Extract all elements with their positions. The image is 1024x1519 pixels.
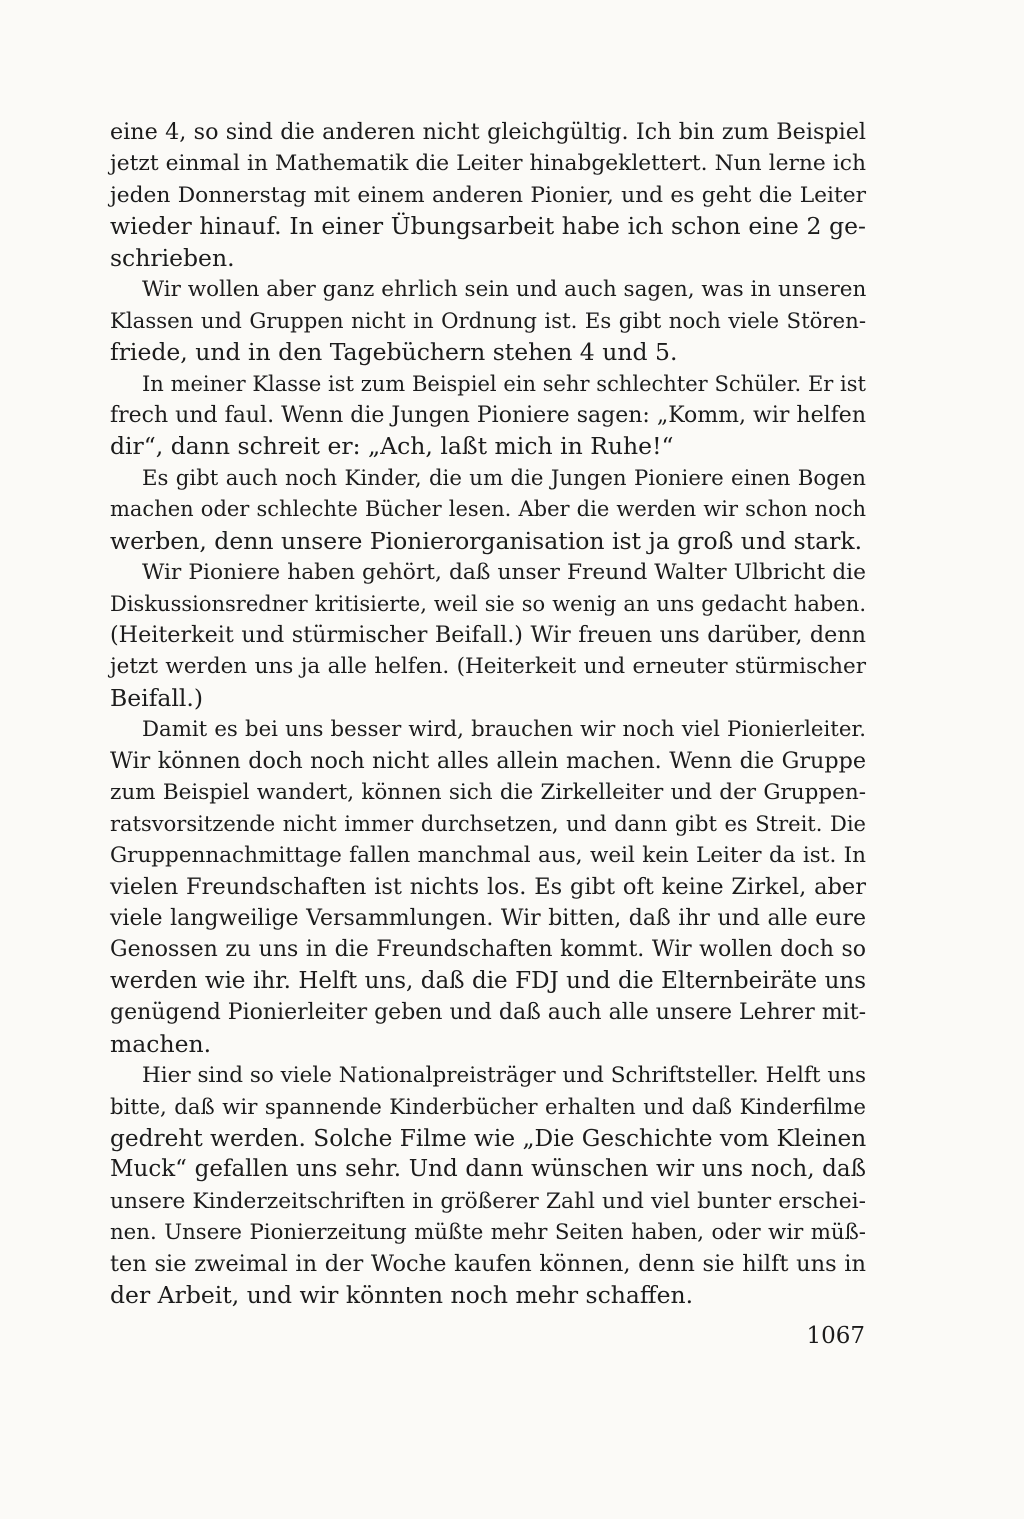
paragraph: [110, 369, 866, 463]
text-line: nen. Unsere Pionierzeitung müßte mehr Seiten haben, oder wir müß-: [110, 1220, 866, 1246]
text-line: jeden Donnerstag mit einem anderen Pionier, und es geht die Leiter: [110, 182, 866, 208]
text-line: werden wie ihr. Helft uns, daß die FDJ und die Elternbeiräte uns: [110, 967, 866, 994]
text-line: werben, denn unsere Pionierorganisation ist ja groß und stark.: [110, 526, 863, 555]
text-line: Muck“ gefallen uns sehr. Und dann wünschen wir uns noch, daß: [110, 1156, 866, 1183]
text-line: Wir können doch noch nicht alles allein machen. Wenn die Gruppe: [110, 747, 866, 774]
body-text: [110, 117, 866, 1312]
text-line: Klassen und Gruppen nicht in Ordnung ist. Es gibt noch viele Stören-: [110, 308, 866, 334]
paragraph: [110, 1060, 866, 1312]
text-line: machen.: [110, 1029, 212, 1058]
paragraph: [110, 463, 866, 557]
text-line: Gruppennachmittage fallen manchmal aus, weil kein Leiter da ist. In: [110, 843, 866, 869]
text-line: (Heiterkeit und stürmischer Beifall.) Wir freuen uns darüber, denn: [110, 622, 866, 648]
text-line: Es gibt auch noch Kinder, die um die Jungen Pioniere einen Bogen: [142, 465, 866, 491]
text-line: Genossen zu uns in die Freundschaften kommt. Wir wollen doch so: [110, 937, 866, 963]
text-line: ratsvorsitzende nicht immer durchsetzen, und dann gibt es Streit. Die: [110, 811, 866, 836]
text-line: friede, und in den Tagebüchern stehen 4 und 5.: [110, 338, 678, 367]
text-line: dir“, dann schreit er: „Ach, laßt mich in Ruhe!“: [110, 432, 674, 461]
text-line: bitte, daß wir spannende Kinderbücher erhalten und daß Kinderfilme: [110, 1094, 866, 1120]
text-line: Wir wollen aber ganz ehrlich sein und auch sagen, was in unseren: [142, 277, 867, 303]
text-line: Damit es bei uns besser wird, brauchen wir noch viel Pionierleiter.: [142, 717, 866, 743]
text-line: machen oder schlechte Bücher lesen. Aber die werden wir schon noch: [110, 497, 866, 522]
text-line: Hier sind so viele Nationalpreisträger und Schriftsteller. Helft uns: [142, 1063, 867, 1089]
text-line: In meiner Klasse ist zum Beispiel ein sehr schlechter Schüler. Er ist: [142, 371, 866, 396]
text-line: jetzt einmal in Mathematik die Leiter hinabgeklettert. Nun lerne ich: [110, 151, 866, 177]
paragraph: [110, 714, 866, 1060]
text-line: der Arbeit, und wir könnten noch mehr schaffen.: [110, 1281, 694, 1310]
paragraph: [110, 117, 866, 274]
paragraph: [110, 557, 866, 714]
text-line: zum Beispiel wandert, können sich die Zirkelleiter und der Gruppen-: [110, 780, 866, 806]
text-line: ten sie zweimal in der Woche kaufen können, denn sie hilft uns in: [110, 1250, 866, 1277]
text-line: schrieben.: [110, 243, 235, 272]
text-line: frech und faul. Wenn die Jungen Pioniere sagen: „Komm, wir helfen: [110, 402, 866, 428]
page-number: 1067: [806, 1323, 865, 1349]
text-line: jetzt werden uns ja alle helfen. (Heiterkeit und erneuter stürmischer: [110, 654, 866, 680]
text-line: Wir Pioniere haben gehört, daß unser Freund Walter Ulbricht die: [142, 560, 866, 586]
text-line: viele langweilige Versammlungen. Wir bitten, daß ihr und alle eure: [110, 905, 866, 931]
text-line: Beifall.): [110, 683, 204, 712]
text-line: vielen Freundschaften ist nichts los. Es gibt oft keine Zirkel, aber: [110, 873, 866, 900]
text-line: unsere Kinderzeitschriften in größerer Zahl und viel bunter erschei-: [110, 1188, 866, 1214]
text-line: gedreht werden. Solche Filme wie „Die Geschichte vom Kleinen: [110, 1125, 867, 1152]
text-line: genügend Pionierleiter geben und daß auch alle unsere Lehrer mit-: [110, 1000, 866, 1026]
text-line: wieder hinauf. In einer Übungsarbeit habe ich schon eine 2 ge-: [110, 212, 866, 241]
paragraph: [110, 274, 866, 368]
text-line: eine 4, so sind die anderen nicht gleichgültig. Ich bin zum Beispiel: [110, 119, 866, 145]
text-line: Diskussionsredner kritisierte, weil sie so wenig an uns gedacht haben.: [110, 591, 866, 616]
